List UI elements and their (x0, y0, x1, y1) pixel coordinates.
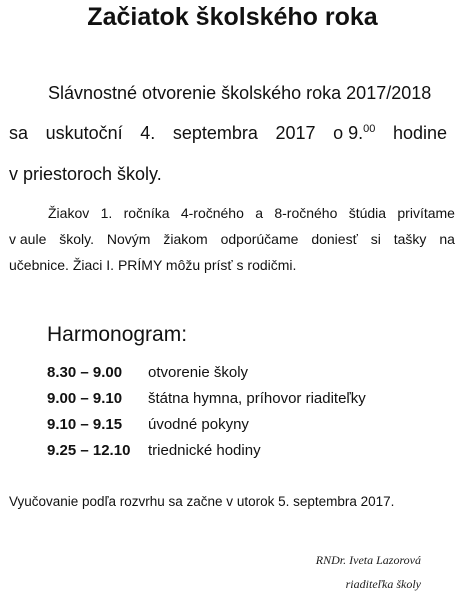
paragraph-word: ročníka (123, 205, 170, 221)
intro-word: 4. (140, 123, 156, 143)
paragraph-word: Novým (106, 231, 151, 247)
intro-word: uskutoční (45, 123, 123, 143)
paragraph-word: tašky (393, 231, 427, 247)
intro-word: septembra (172, 123, 258, 143)
schedule-row (47, 438, 407, 464)
paragraph-word: školy. (59, 231, 94, 247)
paragraph-word: privítame (397, 205, 455, 221)
intro-word: hodine (392, 123, 447, 143)
signature-block (316, 548, 421, 596)
intro-line-3: v priestoroch školy. (9, 164, 162, 184)
schedule-list (47, 360, 407, 464)
paragraph-word: si (370, 231, 381, 247)
schedule-heading: Harmonogram: (47, 323, 188, 346)
intro-word: 2017 (275, 123, 316, 143)
schedule-activity: štátna hymna, príhovor riaditeľky (148, 390, 366, 407)
paragraph-line-2 (9, 226, 455, 252)
schedule-time: 9.10 – 9.15 (47, 416, 123, 433)
paragraph-word: 1. (100, 205, 113, 221)
intro-word-o: o (333, 123, 344, 143)
paragraph-line-3: učebnice. Žiaci I. PRÍMY môžu prísť s rodičmi. (9, 257, 297, 273)
paragraph-word: Žiakov (48, 205, 90, 221)
paragraph-word: žiakom (163, 231, 208, 247)
schedule-row (47, 386, 407, 412)
signature-name: RNDr. Iveta Lazorová (315, 553, 421, 567)
paragraph-word: 8-ročného (274, 205, 338, 221)
paragraph-word: na (439, 231, 455, 247)
footer-note: Vyučovanie podľa rozvrhu sa začne v utorok 5. septembra 2017. (9, 494, 395, 509)
schedule-time: 8.30 – 9.00 (47, 364, 123, 381)
paragraph-word: doniesť (311, 231, 358, 247)
intro-word: sa (9, 123, 29, 143)
schedule-activity: triednické hodiny (148, 442, 261, 459)
schedule-activity: otvorenie školy (148, 364, 249, 381)
paragraph-word: štúdia (348, 205, 387, 221)
paragraph-word: 4-ročného (180, 205, 244, 221)
paragraph-word: odporúčame (220, 231, 299, 247)
schedule-row (47, 412, 407, 438)
paragraph-word: v aule (9, 231, 47, 247)
start-time-hour: 9. (348, 123, 364, 143)
start-time (333, 122, 375, 144)
schedule-time: 9.25 – 12.10 (47, 442, 131, 459)
info-paragraph (9, 200, 455, 278)
schedule-time: 9.00 – 9.10 (47, 390, 123, 407)
intro-line-1: Slávnostné otvorenie školského roka 2017/2018 (48, 83, 432, 103)
intro-line-2 (9, 122, 447, 144)
signature-role: riaditeľka školy (345, 577, 421, 591)
schedule-activity: úvodné pokyny (148, 416, 249, 433)
page-title: Začiatok školského roka (87, 3, 378, 31)
schedule-row (47, 360, 407, 386)
paragraph-line-1 (9, 200, 455, 226)
paragraph-word: a (255, 205, 263, 221)
start-time-minutes: 00 (363, 123, 376, 135)
